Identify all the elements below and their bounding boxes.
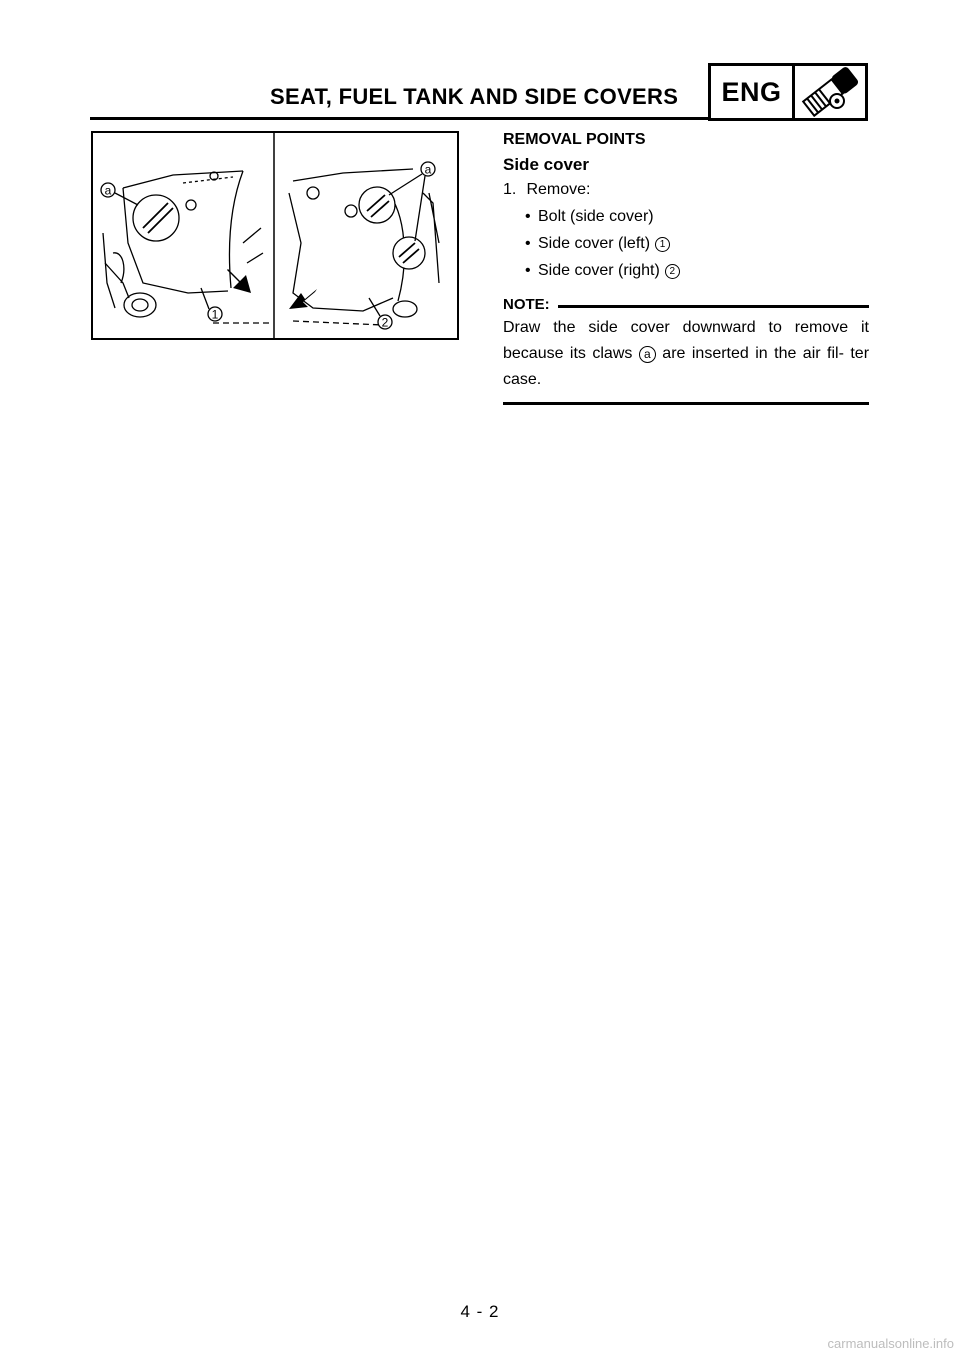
section-heading: REMOVAL POINTS (503, 131, 646, 148)
page-number: 4 - 2 (460, 1302, 500, 1321)
section-badge (708, 63, 868, 121)
ref-marker: a (639, 346, 656, 363)
ref-marker: 1 (655, 237, 670, 252)
step-number: 1. (503, 181, 517, 198)
note-label: NOTE: (503, 296, 550, 313)
list-item-text: Bolt (side cover) (538, 208, 654, 225)
step-1 (503, 178, 869, 201)
left-callout-a (101, 183, 138, 205)
note-text-after: are inserted in the air fil- ter case. (503, 345, 870, 388)
engine-icon (795, 66, 865, 118)
page-title: SEAT, FUEL TANK AND SIDE COVERS (270, 84, 679, 109)
list-item-text: Side cover (right) (538, 262, 660, 279)
note-end-rule (503, 402, 869, 405)
ref-marker: 2 (665, 264, 680, 279)
list-item (525, 259, 869, 282)
note-text (503, 315, 869, 393)
header-rule (90, 117, 708, 120)
note-rule (558, 305, 869, 308)
instructions-column (503, 130, 869, 405)
right-callout-a (389, 162, 435, 241)
list-item (525, 205, 869, 228)
svg-text:a: a (424, 162, 432, 177)
right-cover-drawing (289, 169, 439, 325)
bullet-icon: • (525, 262, 531, 279)
watermark: carmanualsonline.info (827, 1336, 954, 1351)
left-callout-1 (201, 288, 222, 322)
svg-text:1: 1 (211, 307, 219, 322)
removal-list (525, 205, 869, 282)
side-cover-figure (91, 131, 459, 340)
note-header (503, 296, 869, 313)
svg-text:2: 2 (381, 315, 389, 330)
svg-text:a: a (104, 183, 112, 198)
left-cover-drawing (103, 171, 269, 323)
bullet-icon: • (525, 235, 531, 252)
list-item (525, 232, 869, 255)
sub-heading: Side cover (503, 155, 589, 174)
note-text-before: Draw the side cover downward to remove it because its claws (503, 319, 869, 362)
list-item-text: Side cover (left) (538, 235, 651, 252)
step-label: Remove: (526, 181, 591, 198)
section-badge-label: ENG (711, 66, 795, 118)
bullet-icon: • (525, 208, 531, 225)
